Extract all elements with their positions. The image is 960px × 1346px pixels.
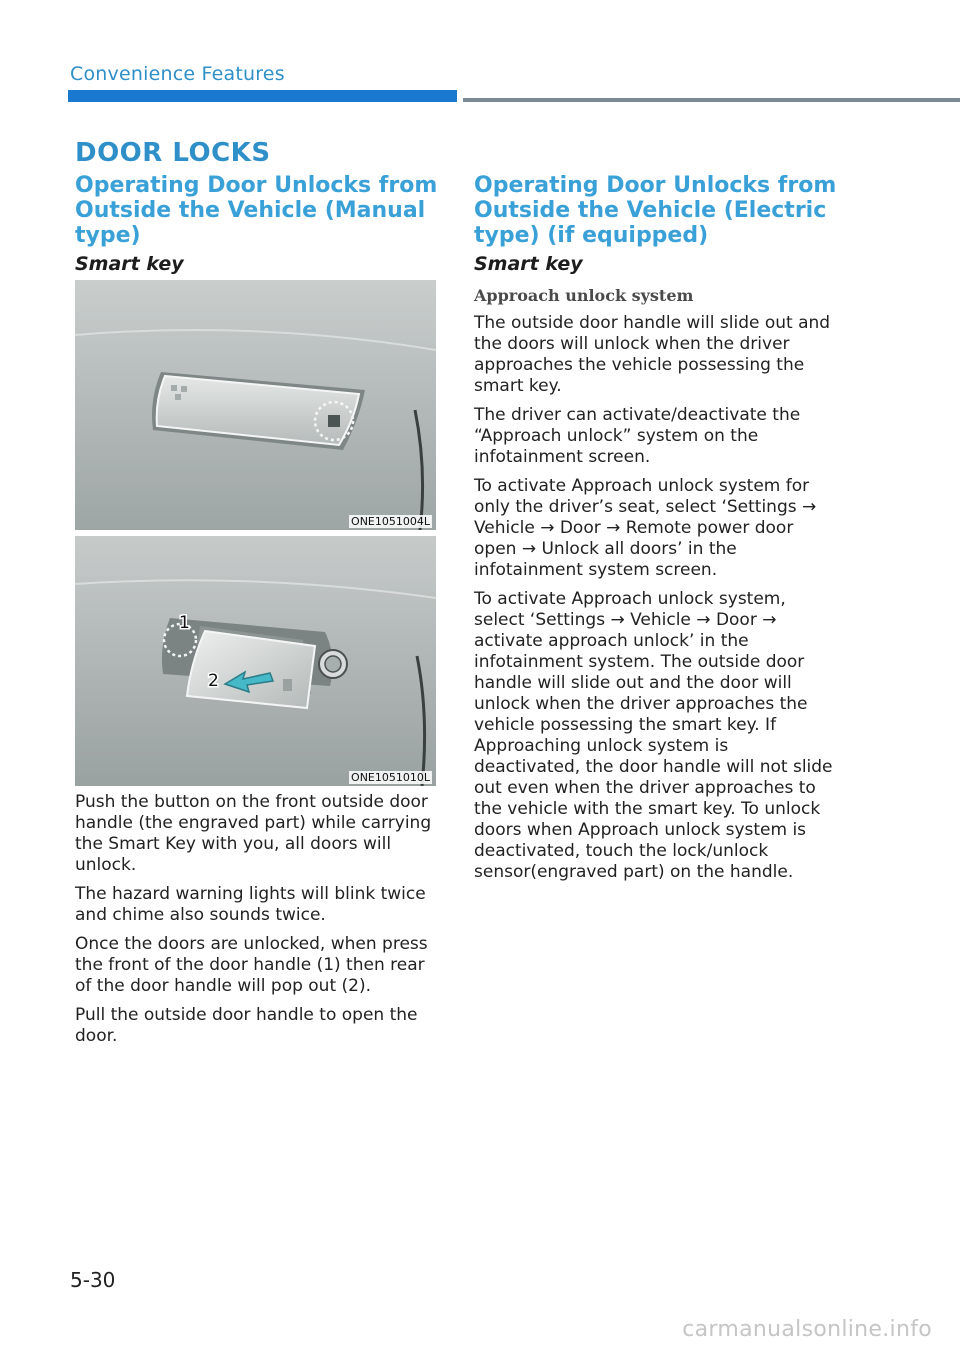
page-number: 5-30 xyxy=(70,1268,116,1292)
figure-code: ONE1051010L xyxy=(351,771,430,784)
right-heading: Operating Door Unlocks from Outside the Vehicle (Electric type) (if equipped) xyxy=(474,173,837,248)
paragraph: Pull the outside door handle to open the door. xyxy=(75,1005,418,1046)
header-rule-accent xyxy=(68,90,457,102)
paragraph: Push the button on the front outside door handle (the engraved part) while carrying the Smart Key with you, all doors will unlock. xyxy=(75,792,432,875)
right-column xyxy=(474,173,839,883)
paragraph: To activate Approach unlock system for only the driver’s seat, select ‘Settings → Vehicle → Door → Remote power door open → Unlock all doors’ in the infotainment system screen. xyxy=(474,476,817,580)
figure-door-handle-flush xyxy=(75,280,436,530)
watermark: carmanualsonline.info xyxy=(682,1317,932,1342)
approach-unlock-heading: Approach unlock system xyxy=(474,286,694,305)
paragraph: The outside door handle will slide out and the doors will unlock when the driver approaches the vehicle possessing the smart key. xyxy=(474,313,831,396)
figure-door-handle-popout xyxy=(75,536,436,786)
callout-1: 1 xyxy=(179,613,190,633)
section-header: Convenience Features xyxy=(70,63,285,85)
paragraph: Once the doors are unlocked, when press the front of the door handle (1) then rear of the door handle will pop out (2). xyxy=(75,934,428,996)
right-subheading: Smart key xyxy=(474,253,583,275)
left-body xyxy=(75,792,440,1047)
figure-code: ONE1051004L xyxy=(351,515,430,528)
page-title: DOOR LOCKS xyxy=(75,138,271,168)
header-rule xyxy=(463,98,960,102)
paragraph: The driver can activate/deactivate the “Approach unlock” system on the infotainment screen. xyxy=(474,405,801,467)
door-handle-popout-illustration xyxy=(75,536,436,786)
door-handle-flush-illustration xyxy=(75,280,436,530)
left-subheading: Smart key xyxy=(75,253,184,275)
paragraph: To activate Approach unlock system, select ‘Settings → Vehicle → Door → activate approach unlock’ in the infotainment system. The outside door handle will slide out and the door will unlock when the driver approaches the vehicle possessing the smart key. If Approaching unlock system is deactivated, the door handle will not slide out even when the driver approaches to the vehicle with the smart key. To unlock doors when Approach unlock system is deactivated, touch the lock/unlock sensor(engraved part) on the handle. xyxy=(474,589,833,882)
paragraph: The hazard warning lights will blink twice and chime also sounds twice. xyxy=(75,884,426,925)
left-column xyxy=(75,173,440,276)
left-heading: Operating Door Unlocks from Outside the Vehicle (Manual type) xyxy=(75,173,438,248)
callout-2: 2 xyxy=(208,671,219,691)
